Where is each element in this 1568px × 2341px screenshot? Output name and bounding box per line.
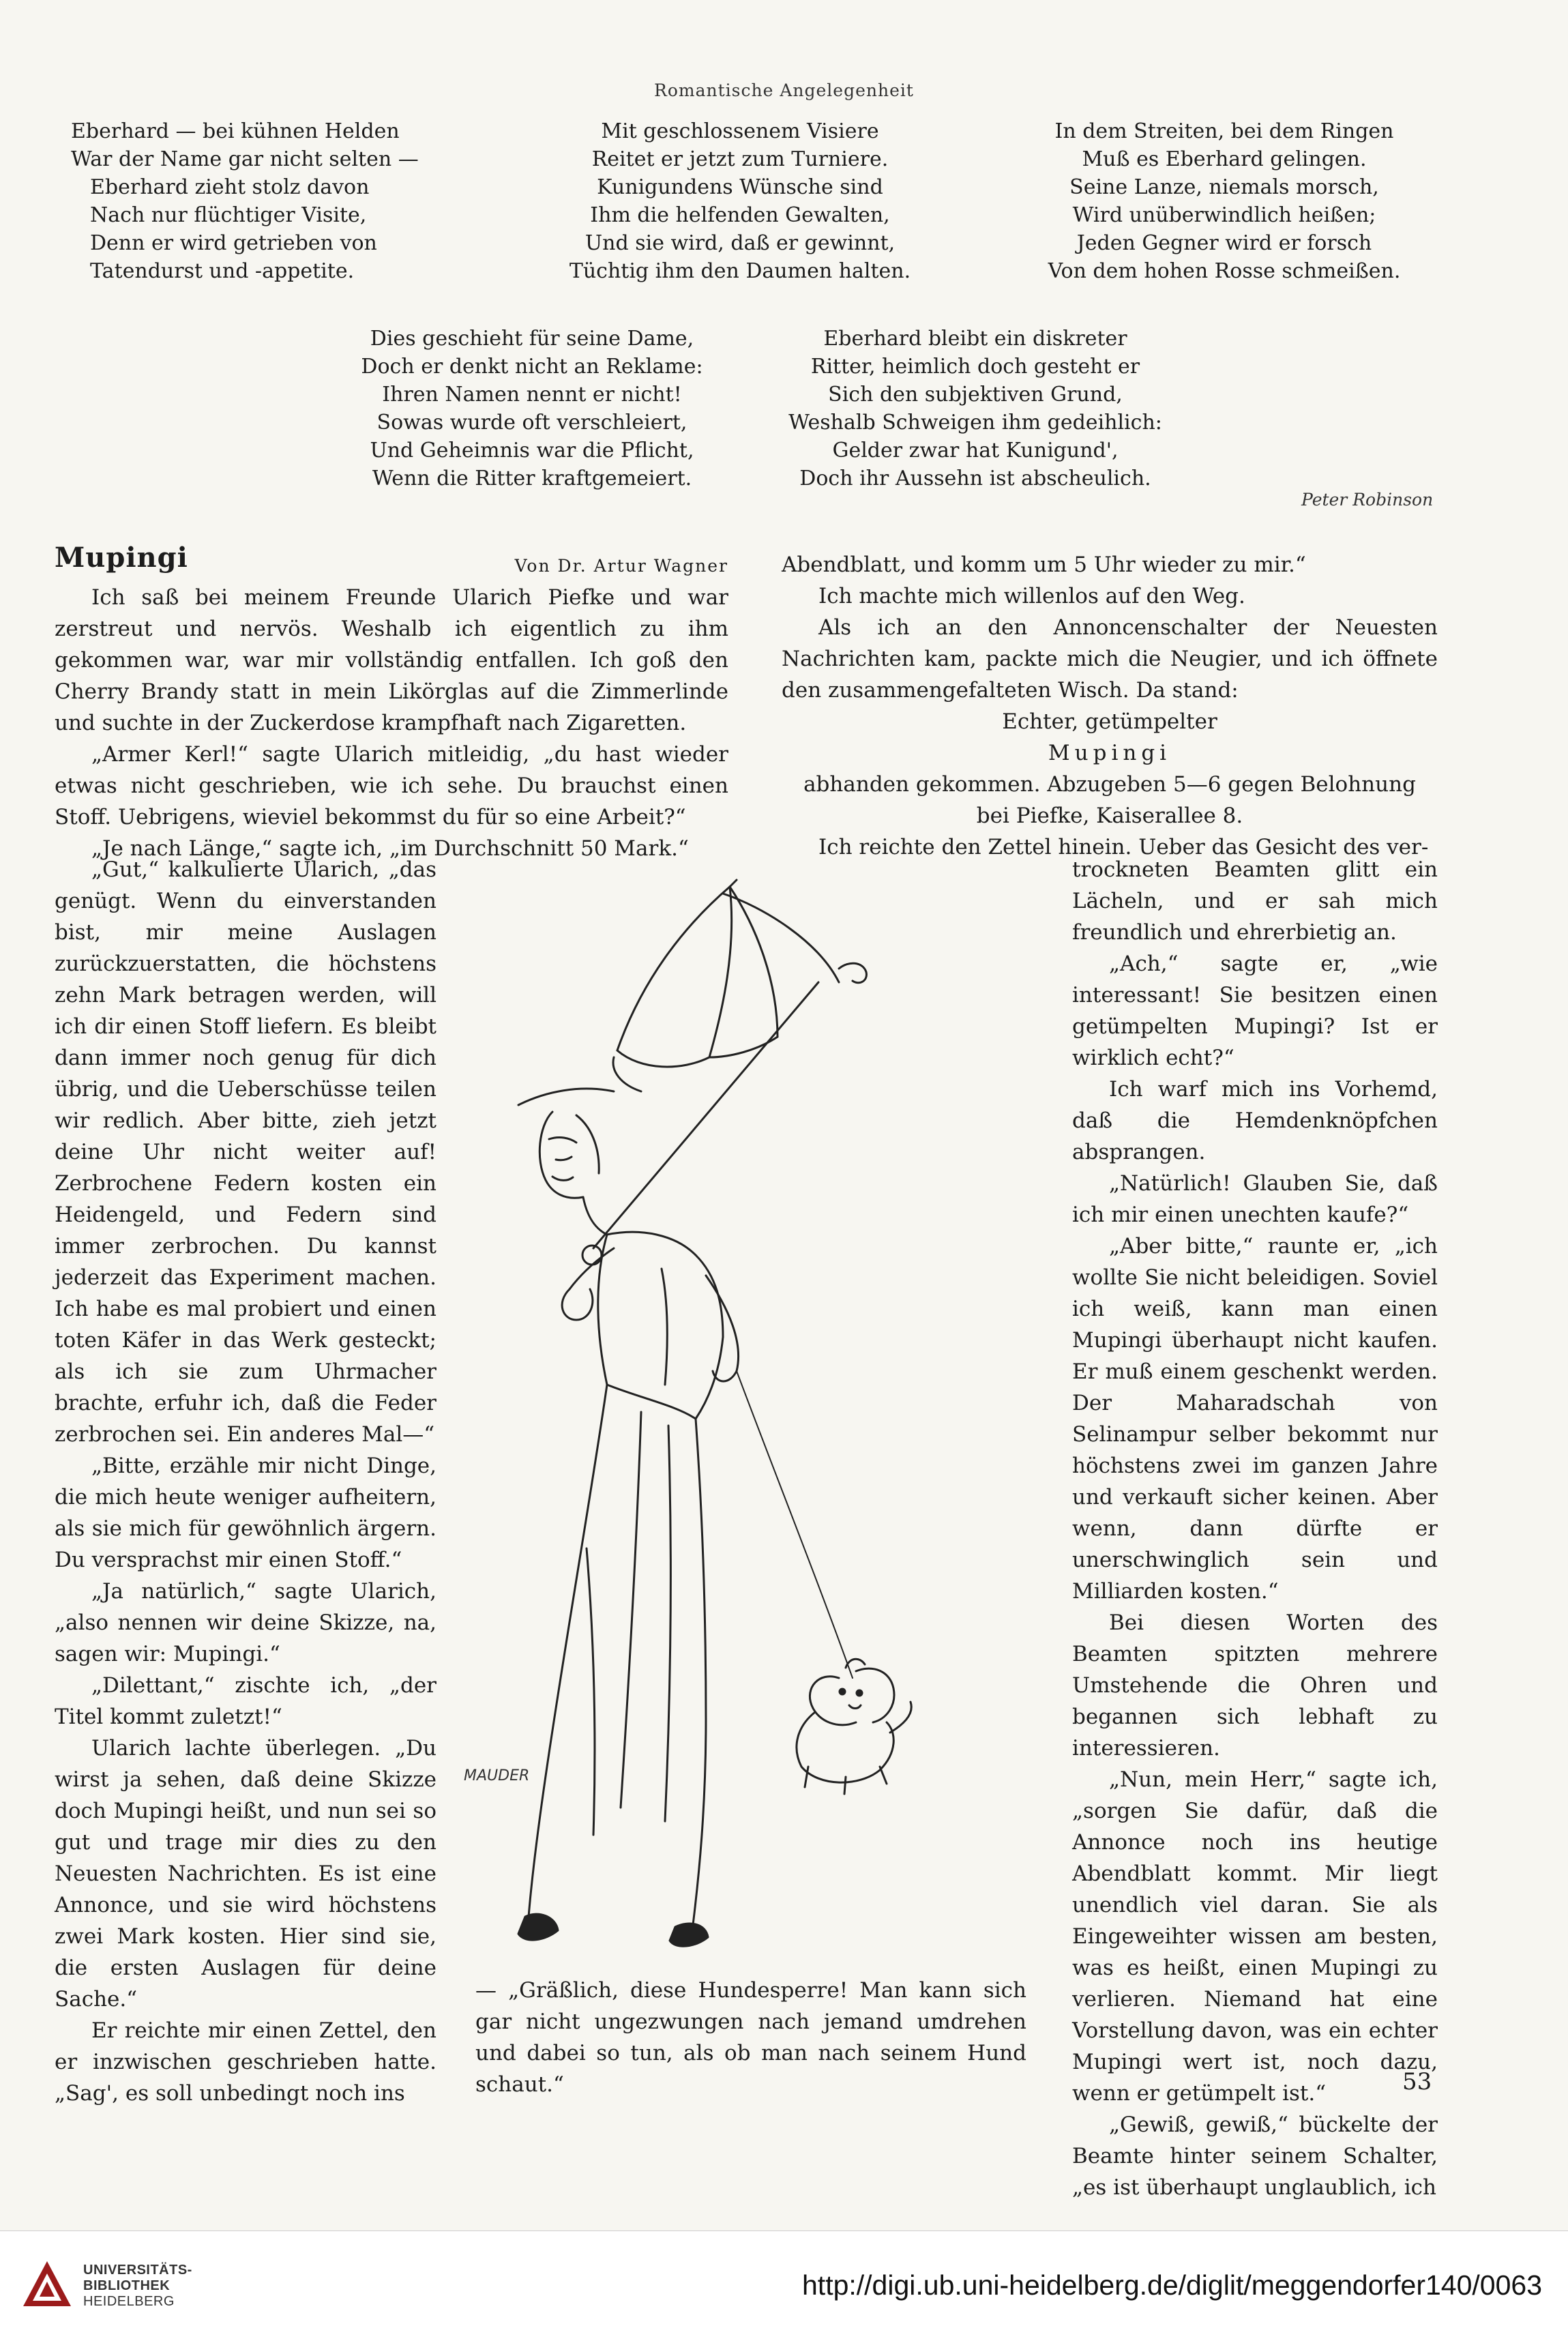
poem-line: Dies geschieht für seine Dame, [370,327,694,351]
library-name-line: BIBLIOTHEK [83,2278,171,2293]
poem-line: Doch ihr Aussehn ist abscheulich. [799,467,1151,490]
story-column-2-narrow [1072,854,1438,2203]
poem-line: Ritter, heimlich doch gesteht er [810,355,1140,379]
paragraph: „Nun, mein Herr,“ sagte ich, „sorgen Sie dafür, daß die Annonce noch ins heutige Abendblatt kommt. Mir liegt unendlich viel daran. Sie als Eingeweihter wissen am besten, was es heißt, einen Mupingi zu verlieren. Niemand hat eine Vorstellung davon, was ein echter Mupingi wert ist, noch dazu, wenn er getümpelt ist.“ [1072,1767,1438,2106]
running-header: Romantische Angelegenheit [654,80,914,100]
page-number: 53 [1402,2068,1432,2095]
poem-line: Tatendurst und -appetite. [90,259,355,283]
poem-line: Von dem hohen Rosse schmeißen. [1048,259,1401,283]
paragraph: „Ach,“ sagte er, „wie interessant! Sie besitzen einen getümpelten Mupingi? Ist er wirklich echt?“ [1072,952,1438,1070]
poem-line: Denn er wird getrieben von [90,231,377,255]
illustration-woman-with-parasol-and-dog [437,866,1030,1971]
paragraph: trockneten Beamten glitt ein Lächeln, und er sah mich freundlich und ehrerbietig an. [1072,857,1438,945]
paragraph: Abendblatt, und komm um 5 Uhr wieder zu mir.“ [782,553,1306,577]
poem-line: Wenn die Ritter kraftgemeiert. [372,467,692,490]
poem-line: Nach nur flüchtiger Visite, [90,203,367,227]
paragraph: „Aber bitte,“ raunte er, „ich wollte Sie nicht beleidigen. Soviel ich weiß, kann man einen Mupingi überhaupt nicht kaufen. Er muß einem geschenkt werden. Der Maharadschah von Selinampur selber bekommt nur höchstens zwei im ganzen Jahre und verkauft sicher keinen. Aber wenn, dann dürfte er unerschwinglich sein und Milliarden kosten.“ [1072,1234,1438,1604]
story-column-1-narrow [55,854,437,2109]
university-seal-icon[interactable] [20,2258,74,2312]
poem-line: Sowas wurde oft verschleiert, [376,411,687,435]
paragraph: „Armer Kerl!“ sagte Ularich mitleidig, „du hast wieder etwas nicht geschrieben, wie ich sehe. Du brauchst einen Stoff. Uebrigens, wieviel bekommst du für so eine Arbeit?“ [55,742,728,829]
poem-line: Sich den subjektiven Grund, [828,383,1123,407]
paragraph: Ularich lachte überlegen. „Du wirst ja sehen, daß deine Skizze doch Mupingi heißt, und nun sei so gut und trage mir dies zu den Neuesten Nachrichten. Es ist eine Annonce, und sie wird höchstens zwei Mark kosten. Hier sind sie, die ersten Auslagen für deine Sache.“ [55,1736,437,2012]
poem-line: Gelder zwar hat Kunigund', [832,439,1119,462]
poem-line: Mit geschlossenem Visiere [601,119,879,143]
poem-stanza2-right [764,325,1187,492]
poem-line: Jeden Gegner wird er forsch [1076,231,1372,255]
paragraph: „Natürlich! Glauben Sie, daß ich mir einen unechten kaufe?“ [1072,1171,1438,1227]
paragraph: Ich reichte den Zettel hinein. Ueber das Gesicht des ver- [818,835,1429,859]
poem-line: Ihren Namen nennt er nicht! [382,383,682,407]
poem-stanza2-left [327,325,737,492]
story-author: Von Dr. Artur Wagner [514,556,728,576]
ad-line: Mupingi [1048,741,1172,765]
ad-line: Echter, getümpelter [1002,709,1217,734]
ad-line: abhanden gekommen. Abzugeben 5—6 gegen Belohnung [803,772,1416,797]
library-name [83,2263,192,2310]
poem-line: Wird unüberwindlich heißen; [1072,203,1376,227]
story-column-1 [55,542,728,864]
paragraph: Er reichte mir einen Zettel, den er inzwischen geschrieben hatte. „Sag', es soll unbedingt noch ins [55,2018,437,2106]
poem-stanza1-left [71,117,453,285]
paragraph: Ich saß bei meinem Freunde Ularich Piefke und war zerstreut und nervös. Weshalb ich eigentlich zu ihm gekommen war, war mir vollständig entfallen. Ich goß den Cherry Brandy statt in mein Likörglas auf die Zimmerlinde und suchte in der Zuckerdose krampfhaft nach Zigaretten. [55,585,728,735]
poem-line: Und sie wird, daß er gewinnt, [585,231,896,255]
paragraph: Als ich an den Annoncenschalter der Neuesten Nachrichten kam, packte mich die Neugier, und ich öffnete den zusammengefalteten Wisch. Da stand: [782,615,1438,703]
poem-line: Eberhard zieht stolz davon [90,175,370,199]
paragraph: „Bitte, erzähle mir nicht Dinge, die mich heute weniger aufheitern, als sie mich für gewöhnlich ärgern. Du versprachst mir einen Stoff.“ [55,1454,437,1572]
illustration-signature: MAUDER [464,1767,530,1784]
poem-line: Eberhard bleibt ein diskreter [823,327,1127,351]
ad-line: bei Piefke, Kaiserallee 8. [976,804,1243,828]
poem-line: Und Geheimnis war die Pflicht, [370,439,694,462]
paragraph: Bei diesen Worten des Beamten spitzten mehrere Umstehende die Ohren und begannen sich lebhaft zu interessieren. [1072,1610,1438,1761]
poem-line: In dem Streiten, bei dem Ringen [1054,119,1394,143]
poem-line: Doch er denkt nicht an Reklame: [361,355,703,379]
poem-line: Tüchtig ihm den Daumen halten. [569,259,911,283]
paragraph: „Gut,“ kalkulierte Ularich, „das genügt. Wenn du einverstanden bist, mir meine Auslagen zurückzuerstatten, die höchstens zehn Mark betragen werden, will ich dir einen Stoff liefern. Es bleibt dann immer noch genug für dich übrig, und die Ueberschüsse teilen wir redlich. Aber bitte, zieh jetzt deine Uhr nicht weiter auf! Zerbrochene Federn kosten ein Heidengeld, und Federn sind immer zerbrochen. Du kannst jederzeit das Experiment machen. Ich habe es mal probiert und einen toten Käfer in das Werk gesteckt; als ich sie zum Uhrmacher brachte, erfuhr ich, daß die Feder zerbrochen sei. Ein anderes Mal—“ [55,857,437,1447]
poem-line: Reitet er jetzt zum Turniere. [591,147,889,171]
paragraph: „Gewiß, gewiß,“ bückelte der Beamte hinter seinem Schalter, „es ist überhaupt unglaublich, ich [1072,2112,1438,2200]
poem-line: Kunigundens Wünsche sind [597,175,883,199]
poem-stanza1-middle [539,117,941,285]
poem-line: Eberhard — bei kühnen Helden [71,119,400,143]
story-column-2 [782,549,1438,863]
story-title: Mupingi [55,542,188,574]
poem-line: War der Name gar nicht selten — [71,147,419,171]
paragraph: „Ja natürlich,“ sagte Ularich, „also nennen wir deine Skizze, na, sagen wir: Mupingi.“ [55,1579,437,1666]
poem-line: Weshalb Schweigen ihm gedeihlich: [788,411,1162,435]
library-name-line: HEIDELBERG [83,2294,175,2309]
library-name-line: UNIVERSITÄTS- [83,2263,192,2278]
poem-line: Seine Lanze, niemals morsch, [1069,175,1379,199]
paragraph: Ich warf mich ins Vorhemd, daß die Hemdenknöpfchen absprangen. [1072,1077,1438,1164]
paragraph: Ich machte mich willenlos auf den Weg. [818,584,1245,608]
permalink[interactable]: http://digi.ub.uni-heidelberg.de/diglit/meggendorfer140/0063 [802,2269,1542,2301]
poem-signature: Peter Robinson [1301,490,1434,510]
poem-line: Ihm die helfenden Gewalten, [590,203,890,227]
paragraph: „Je nach Länge,“ sagte ich, „im Durchschnitt 50 Mark.“ [91,836,689,861]
poem-line: Muß es Eberhard gelingen. [1082,147,1367,171]
poem-stanza1-right [1023,117,1425,285]
paragraph: „Dilettant,“ zischte ich, „der Titel kommt zuletzt!“ [55,1673,437,1729]
viewer-footer [0,2230,1568,2341]
illustration-caption: — „Gräßlich, diese Hundesperre! Man kann sich gar nicht ungezwungen nach jemand umdrehen und dabei so tun, als ob man nach seinem Hund schaut.“ [475,1978,1026,2097]
